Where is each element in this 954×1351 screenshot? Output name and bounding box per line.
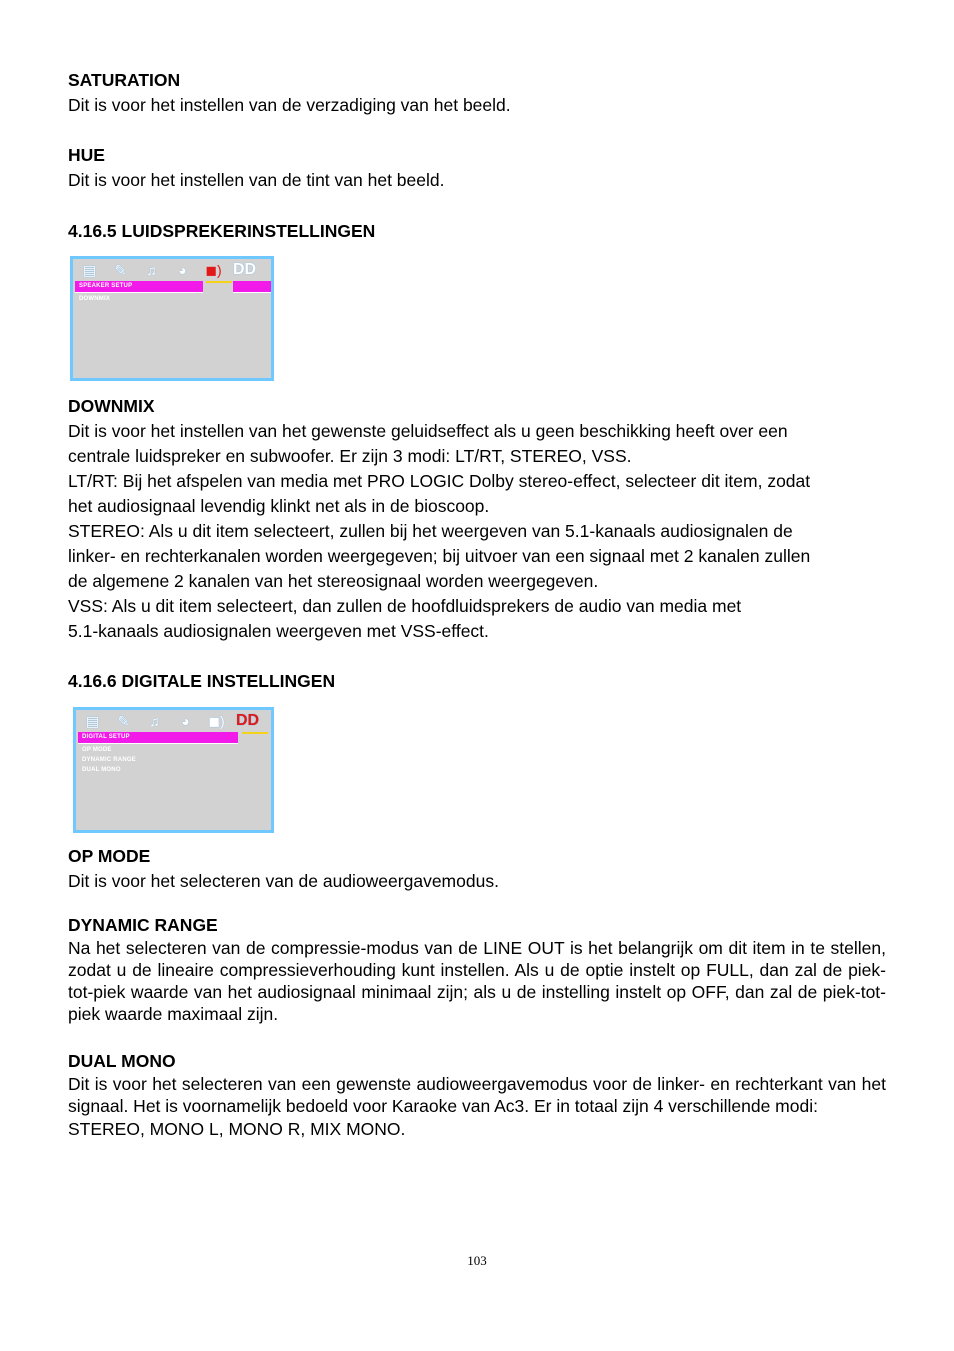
osd-menu-title-bar <box>78 732 238 744</box>
saturation-text: Dit is voor het instellen van de verzadiging van het beeld. <box>68 95 511 115</box>
active-tab-underline <box>206 281 232 283</box>
osd-menu-title-bar-right <box>233 281 271 293</box>
tools-icon: ✎ <box>117 713 130 729</box>
downmix-line: 5.1-kanaals audiosignalen weergeven met VSS-effect. <box>68 621 489 641</box>
section-digital-heading <box>68 669 886 694</box>
section-dual-mono <box>68 1049 886 1142</box>
speaker-icon: ◼) <box>205 262 222 278</box>
heading-saturation: SATURATION <box>68 70 181 90</box>
section-dynamic-range <box>68 913 886 1025</box>
hue-text: Dit is voor het instellen van de tint van het beeld. <box>68 170 445 190</box>
osd-speaker-setup-screenshot <box>70 256 274 381</box>
music-icon: ♫ <box>146 262 157 278</box>
page-number: 103 <box>467 1253 487 1268</box>
heading-op-mode: OP MODE <box>68 846 151 866</box>
section-hue <box>68 143 886 193</box>
osd-item-dual-mono: DUAL MONO <box>82 767 121 773</box>
dolby-digital-icon: DD <box>232 261 257 278</box>
music-icon: ♫ <box>149 713 160 729</box>
downmix-line: STEREO: Als u dit item selecteert, zullen bij het weergeven van 5.1-kanaals audiosignalen de <box>68 521 793 541</box>
disc-icon: ◕ <box>181 713 190 729</box>
osd-menu-title: DIGITAL SETUP <box>82 734 130 740</box>
downmix-line: centrale luidspreker en subwoofer. Er zijn 3 modi: LT/RT, STEREO, VSS. <box>68 446 632 466</box>
osd-menu-title-bar <box>75 281 203 293</box>
dual-mono-modes: STEREO, MONO L, MONO R, MIX MONO. <box>68 1119 406 1139</box>
osd-icon-bar <box>80 710 271 732</box>
downmix-line: Dit is voor het instellen van het gewenste geluidseffect als u geen beschikking heeft over een <box>68 421 788 441</box>
active-tab-underline <box>242 732 268 734</box>
heading-digital-settings: 4.16.6 DIGITALE INSTELLINGEN <box>68 671 336 691</box>
section-downmix <box>68 394 886 644</box>
osd-item-downmix: DOWNMIX <box>79 296 111 302</box>
section-op-mode <box>68 844 886 894</box>
osd-digital-setup-screenshot <box>73 707 274 833</box>
dolby-digital-icon: DD <box>235 712 260 729</box>
osd-menu-title: SPEAKER SETUP <box>79 283 133 289</box>
monitor-icon: ▤ <box>82 262 97 278</box>
section-saturation <box>68 68 886 118</box>
op-mode-text: Dit is voor het selecteren van de audioweergavemodus. <box>68 871 499 891</box>
osd-icon-bar <box>77 259 271 281</box>
tools-icon: ✎ <box>114 262 127 278</box>
downmix-line: het audiosignaal levendig klinkt net als in de bioscoop. <box>68 496 490 516</box>
heading-downmix: DOWNMIX <box>68 396 155 416</box>
monitor-icon: ▤ <box>85 713 100 729</box>
dual-mono-text: Dit is voor het selecteren van een gewenste audioweergavemodus voor de linker- en rechterkant van het signaal. Het is voornamelijk bedoeld voor Karaoke van Ac3. Er in totaal zijn 4 verschillende modi: <box>68 1074 886 1116</box>
dynamic-range-text: Na het selecteren van de compressie-modus van de LINE OUT is het belangrijk om dit item in te stellen, zodat u de lineaire compressieverhouding kunt instellen. Als u de optie instelt op FULL, dan zal de piek-tot-piek waarde van het audiosignaal minimaal zijn; als u de instelling instelt op OFF, dan zal de piek-tot-piek waarde maximaal zijn. <box>68 938 886 1024</box>
heading-speaker-settings: 4.16.5 LUIDSPREKERINSTELLINGEN <box>68 221 376 241</box>
heading-dynamic-range: DYNAMIC RANGE <box>68 915 218 935</box>
heading-hue: HUE <box>68 145 105 165</box>
heading-dual-mono: DUAL MONO <box>68 1051 176 1071</box>
section-speaker-heading <box>68 219 886 244</box>
disc-icon: ◕ <box>178 262 187 278</box>
downmix-line: VSS: Als u dit item selecteert, dan zullen de hoofdluidsprekers de audio van media met <box>68 596 742 616</box>
downmix-line: linker- en rechterkanalen worden weergegeven; bij uitvoer van een signaal met 2 kanalen zullen <box>68 546 811 566</box>
speaker-icon: ◼) <box>208 713 225 729</box>
osd-item-dynamic-range: DYNAMIC RANGE <box>82 757 136 763</box>
osd-item-op-mode: OP MODE <box>82 747 112 753</box>
downmix-line: de algemene 2 kanalen van het stereosignaal worden weergegeven. <box>68 571 599 591</box>
downmix-line: LT/RT: Bij het afspelen van media met PRO LOGIC Dolby stereo-effect, selecteer dit item, zodat <box>68 471 811 491</box>
